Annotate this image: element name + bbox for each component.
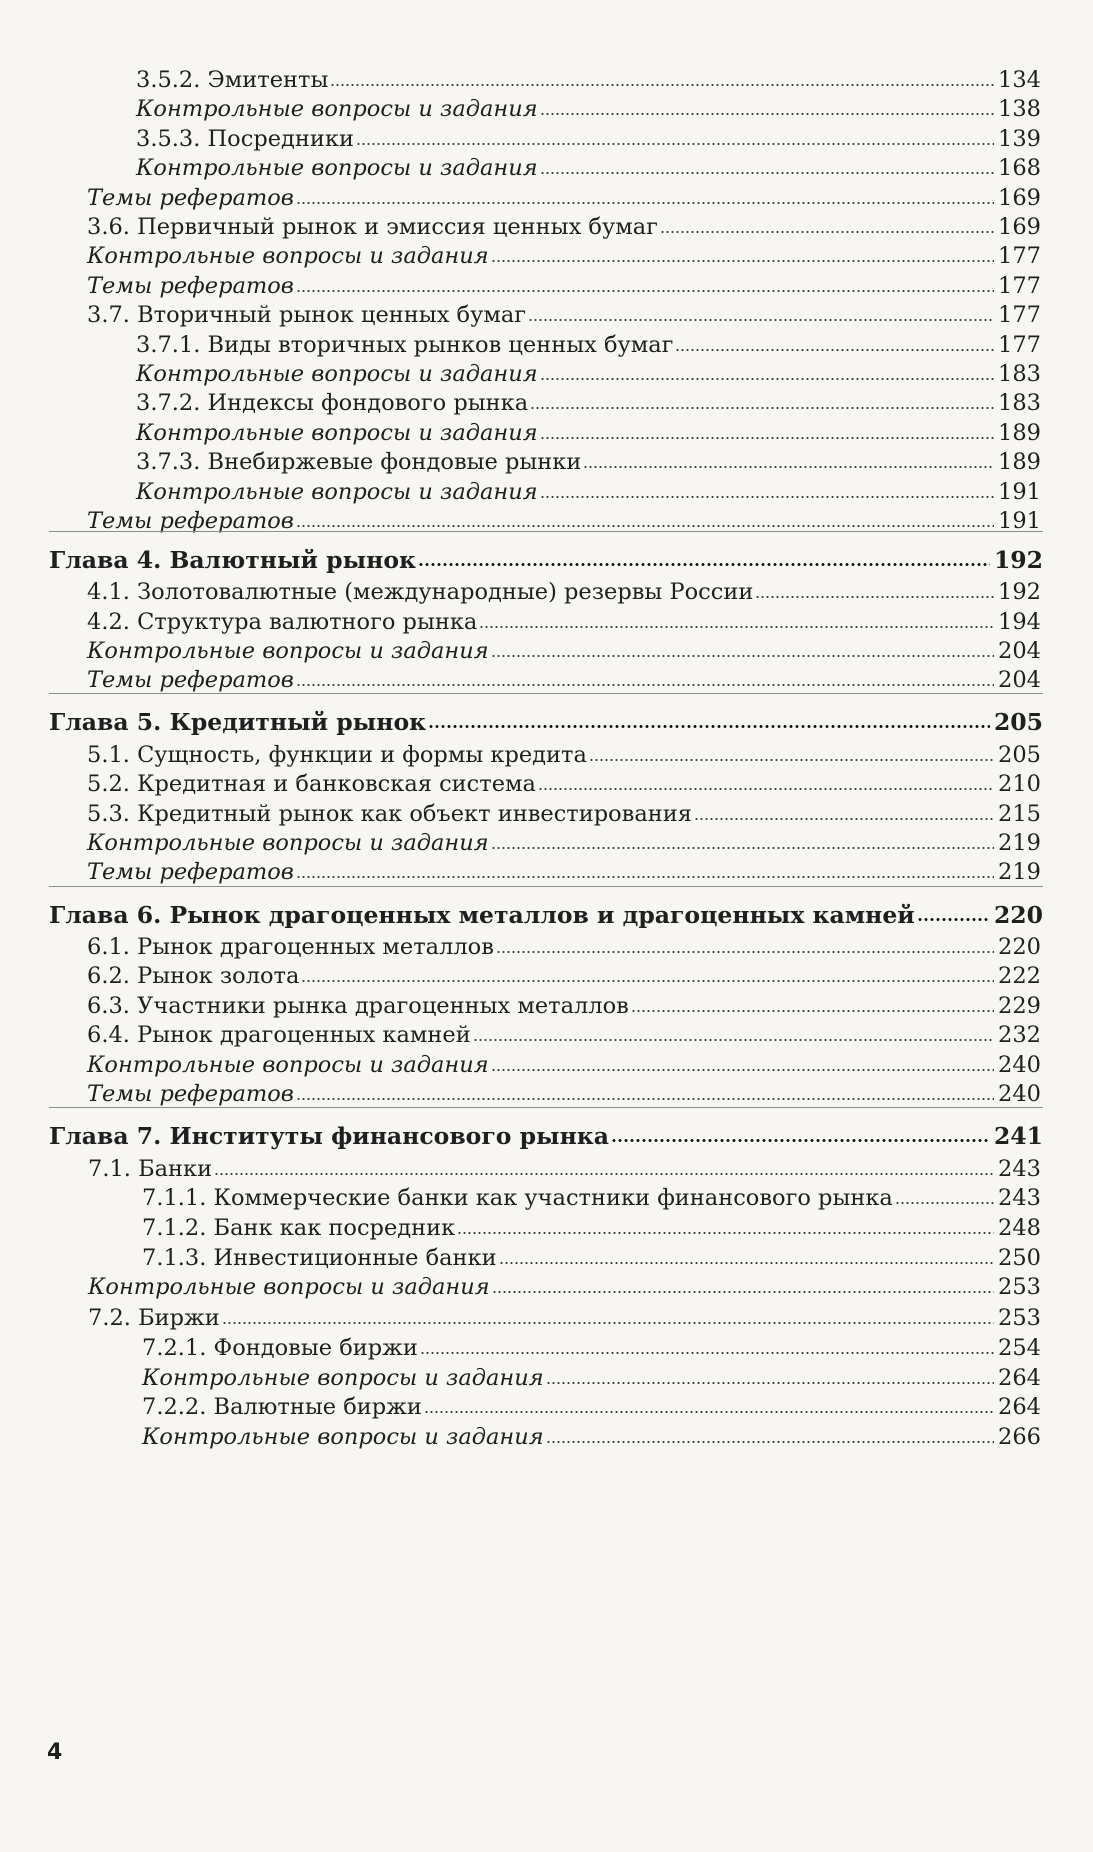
- toc-entry-page: 250: [998, 1245, 1041, 1271]
- chapter-divider: [49, 886, 1043, 887]
- toc-entry-page: 177: [998, 243, 1041, 269]
- toc-entry-title: Контрольные вопросы и задания: [136, 155, 538, 181]
- dot-leader: [491, 844, 994, 851]
- toc-row: [142, 1389, 1041, 1421]
- toc-entry-page: 220: [998, 934, 1041, 960]
- toc-entry-page: 177: [998, 332, 1041, 358]
- toc-row: [136, 91, 1041, 123]
- toc-row: [87, 633, 1041, 665]
- toc-entry-page: 189: [998, 420, 1041, 446]
- toc-entry-title: Контрольные вопросы и задания: [136, 96, 538, 122]
- dot-leader: [457, 1229, 994, 1236]
- dot-leader: [496, 948, 994, 955]
- toc-row: [88, 1300, 1041, 1332]
- dot-leader: [917, 916, 990, 923]
- toc-entry-title: 3.7.3. Внебиржевые фондовые рынки: [136, 449, 582, 475]
- toc-entry-title: Контрольные вопросы и задания: [136, 361, 538, 387]
- toc-entry-title: 5.2. Кредитная и банковская система: [87, 771, 536, 797]
- toc-entry-page: 266: [998, 1424, 1041, 1450]
- toc-row: [87, 929, 1041, 961]
- toc-entry-title: Темы рефератов: [87, 508, 294, 534]
- toc-entry-title: Контрольные вопросы и задания: [136, 479, 538, 505]
- dot-leader: [330, 81, 994, 88]
- toc-entry-page: 205: [998, 742, 1041, 768]
- toc-row: [136, 444, 1041, 476]
- toc-entry-page: 204: [998, 667, 1041, 693]
- toc-entry-title: Контрольные вопросы и задания: [87, 830, 489, 856]
- toc-entry-page: 134: [998, 67, 1041, 93]
- toc-row: [87, 1047, 1041, 1079]
- toc-row: [136, 415, 1041, 447]
- toc-row: [87, 574, 1041, 606]
- toc-row: [87, 209, 1041, 241]
- toc-row: [142, 1419, 1041, 1451]
- toc-entry-title: 5.3. Кредитный рынок как объект инвестирования: [87, 801, 692, 827]
- page-number: 4: [47, 1740, 63, 1765]
- toc-entry-page: 191: [998, 479, 1041, 505]
- toc-row: [142, 1360, 1041, 1392]
- dot-leader: [296, 873, 994, 880]
- dot-leader: [694, 815, 994, 822]
- toc-entry-title: 6.2. Рынок золота: [87, 963, 300, 989]
- toc-row: [136, 356, 1041, 388]
- toc-row: [87, 796, 1041, 828]
- toc-row: [136, 385, 1041, 417]
- toc-row: [88, 1269, 1041, 1301]
- toc-entry-title: 7.1.1. Коммерческие банки как участники финансового рынка: [142, 1185, 893, 1211]
- toc-entry-page: 253: [998, 1274, 1041, 1300]
- dot-leader: [296, 681, 994, 688]
- toc-entry-page: 192: [998, 579, 1041, 605]
- toc-entry-page: 194: [998, 609, 1041, 635]
- toc-entry-page: 264: [998, 1365, 1041, 1391]
- dot-leader: [222, 1319, 994, 1326]
- dot-leader: [296, 287, 994, 294]
- dot-leader: [540, 110, 994, 117]
- toc-entry-page: 191: [998, 508, 1041, 534]
- toc-entry-page: 229: [998, 993, 1041, 1019]
- toc-entry-title: 4.1. Золотовалютные (международные) резервы России: [87, 579, 754, 605]
- toc-entry-page: 220: [993, 901, 1043, 929]
- toc-entry-page: 219: [998, 830, 1041, 856]
- toc-row: [136, 62, 1041, 94]
- toc-row: [87, 825, 1041, 857]
- toc-entry-title: 7.2.2. Валютные биржи: [142, 1394, 422, 1420]
- dot-leader: [473, 1036, 994, 1043]
- dot-leader: [755, 593, 994, 600]
- dot-leader: [499, 1259, 994, 1266]
- toc-entry-page: 253: [998, 1305, 1041, 1331]
- toc-row: [87, 1017, 1041, 1049]
- toc-entry-title: Контрольные вопросы и задания: [88, 1274, 490, 1300]
- dot-leader: [895, 1199, 994, 1206]
- toc-entry-page: 254: [998, 1335, 1041, 1361]
- toc-entry-title: Глава 7. Институты финансового рынка: [49, 1122, 609, 1150]
- toc-entry-title: 6.4. Рынок драгоценных камней: [87, 1022, 471, 1048]
- toc-entry-page: 183: [998, 361, 1041, 387]
- toc-entry-page: 232: [998, 1022, 1041, 1048]
- toc-entry-page: 169: [998, 214, 1041, 240]
- toc-entry-title: Глава 5. Кредитный рынок: [49, 708, 427, 736]
- dot-leader: [296, 1095, 994, 1102]
- dot-leader: [540, 493, 994, 500]
- dot-leader: [479, 623, 994, 630]
- toc-entry-title: 6.1. Рынок драгоценных металлов: [87, 934, 494, 960]
- dot-leader: [538, 785, 994, 792]
- toc-entry-title: Контрольные вопросы и задания: [142, 1424, 544, 1450]
- dot-leader: [631, 1007, 994, 1014]
- toc-row: [142, 1180, 1041, 1212]
- toc-chapter-row: [49, 704, 1043, 736]
- dot-leader: [540, 169, 994, 176]
- dot-leader: [492, 1288, 994, 1295]
- toc-entry-title: 5.1. Сущность, функции и формы кредита: [87, 742, 587, 768]
- toc-entry-title: Темы рефератов: [87, 185, 294, 211]
- toc-row: [87, 988, 1041, 1020]
- toc-entry-title: 3.5.3. Посредники: [136, 126, 354, 152]
- toc-row: [87, 662, 1041, 694]
- toc-entry-page: 240: [998, 1081, 1041, 1107]
- toc-row: [136, 150, 1041, 182]
- toc-entry-title: 3.5.2. Эмитенты: [136, 67, 329, 93]
- toc-entry-page: 192: [993, 546, 1043, 574]
- dot-leader: [675, 346, 994, 353]
- toc-entry-title: Глава 4. Валютный рынок: [49, 546, 416, 574]
- toc-entry-title: 3.7.1. Виды вторичных рынков ценных бумаг: [136, 332, 674, 358]
- toc-entry-page: 205: [993, 708, 1043, 736]
- toc-entry-title: Темы рефератов: [87, 1081, 294, 1107]
- toc-entry-page: 215: [998, 801, 1041, 827]
- dot-leader: [546, 1438, 994, 1445]
- toc-entry-page: 210: [998, 771, 1041, 797]
- toc-chapter-row: [49, 897, 1043, 929]
- toc-entry-title: 6.3. Участники рынка драгоценных металлов: [87, 993, 629, 1019]
- toc-row: [87, 268, 1041, 300]
- toc-entry-page: 264: [998, 1394, 1041, 1420]
- toc-entry-page: 248: [998, 1215, 1041, 1241]
- toc-entry-page: 138: [998, 96, 1041, 122]
- toc-entry-page: 168: [998, 155, 1041, 181]
- toc-entry-title: Темы рефератов: [87, 667, 294, 693]
- toc-entry-title: 7.2.1. Фондовые биржи: [142, 1335, 418, 1361]
- toc-row: [136, 121, 1041, 153]
- dot-leader: [428, 723, 990, 730]
- toc-entry-title: Контрольные вопросы и задания: [136, 420, 538, 446]
- toc-row: [87, 180, 1041, 212]
- toc-entry-page: 243: [998, 1185, 1041, 1211]
- dot-leader: [546, 1379, 994, 1386]
- toc-entry-title: 7.1. Банки: [88, 1156, 213, 1182]
- toc-entry-title: 4.2. Структура валютного рынка: [87, 609, 478, 635]
- toc-entry-title: Контрольные вопросы и задания: [142, 1365, 544, 1391]
- toc-chapter-row: [49, 542, 1043, 574]
- toc-row: [87, 737, 1041, 769]
- dot-leader: [611, 1137, 990, 1144]
- toc-entry-page: 219: [998, 859, 1041, 885]
- toc-entry-page: 183: [998, 390, 1041, 416]
- toc-entry-title: Темы рефератов: [87, 859, 294, 885]
- toc-entry-title: Контрольные вопросы и задания: [87, 638, 489, 664]
- dot-leader: [296, 199, 994, 206]
- dot-leader: [491, 257, 994, 264]
- toc-row: [87, 238, 1041, 270]
- toc-entry-title: 7.1.3. Инвестиционные банки: [142, 1245, 497, 1271]
- toc-entry-title: 7.1.2. Банк как посредник: [142, 1215, 456, 1241]
- toc-chapter-row: [49, 1118, 1043, 1150]
- dot-leader: [296, 522, 994, 529]
- toc-row: [87, 604, 1041, 636]
- toc-entry-title: 3.6. Первичный рынок и эмиссия ценных бумаг: [87, 214, 658, 240]
- toc-row: [136, 474, 1041, 506]
- toc-row: [87, 958, 1041, 990]
- toc-entry-title: Контрольные вопросы и задания: [87, 243, 489, 269]
- dot-leader: [583, 463, 994, 470]
- toc-row: [87, 297, 1041, 329]
- toc-row: [142, 1210, 1041, 1242]
- toc-entry-page: 169: [998, 185, 1041, 211]
- toc-entry-title: Контрольные вопросы и задания: [87, 1052, 489, 1078]
- toc-entry-page: 204: [998, 638, 1041, 664]
- toc-row: [136, 327, 1041, 359]
- dot-leader: [356, 140, 994, 147]
- dot-leader: [540, 434, 994, 441]
- toc-entry-page: 177: [998, 302, 1041, 328]
- toc-entry-title: Темы рефератов: [87, 273, 294, 299]
- toc-entry-page: 189: [998, 449, 1041, 475]
- toc-row: [87, 766, 1041, 798]
- toc-row: [142, 1240, 1041, 1272]
- toc-row: [142, 1330, 1041, 1362]
- toc-entry-page: 177: [998, 273, 1041, 299]
- dot-leader: [530, 404, 994, 411]
- dot-leader: [420, 1349, 994, 1356]
- toc-entry-page: 222: [998, 963, 1041, 989]
- toc-entry-page: 241: [993, 1122, 1043, 1150]
- dot-leader: [424, 1408, 994, 1415]
- toc-row: [87, 1076, 1041, 1108]
- dot-leader: [589, 756, 994, 763]
- toc-entry-page: 240: [998, 1052, 1041, 1078]
- toc-row: [87, 854, 1041, 886]
- dot-leader: [418, 561, 990, 568]
- dot-leader: [214, 1170, 994, 1177]
- dot-leader: [491, 652, 994, 659]
- dot-leader: [660, 228, 994, 235]
- toc-entry-title: Глава 6. Рынок драгоценных металлов и драгоценных камней: [49, 901, 915, 929]
- dot-leader: [491, 1066, 994, 1073]
- chapter-divider: [49, 1107, 1043, 1108]
- chapter-divider: [49, 531, 1043, 532]
- toc-entry-title: 7.2. Биржи: [88, 1305, 220, 1331]
- toc-entry-title: 3.7. Вторичный рынок ценных бумаг: [87, 302, 527, 328]
- dot-leader: [540, 375, 994, 382]
- dot-leader: [301, 977, 994, 984]
- toc-row: [88, 1151, 1041, 1183]
- toc-entry-title: 3.7.2. Индексы фондового рынка: [136, 390, 529, 416]
- toc-entry-page: 139: [998, 126, 1041, 152]
- chapter-divider: [49, 693, 1043, 694]
- dot-leader: [528, 316, 994, 323]
- toc-entry-page: 243: [998, 1156, 1041, 1182]
